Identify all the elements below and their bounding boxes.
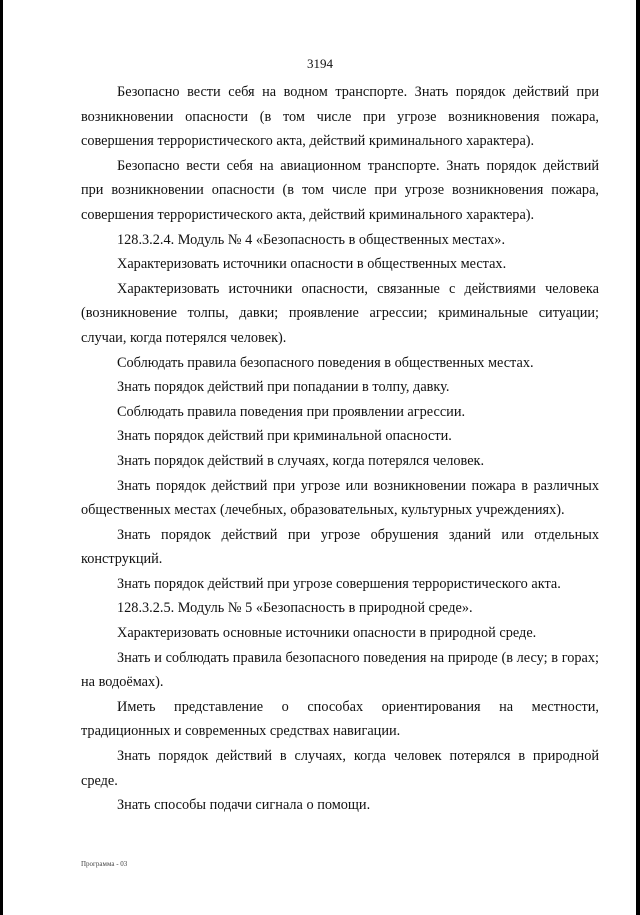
paragraph: Соблюдать правила безопасного поведения в общественных местах. (117, 354, 534, 371)
paragraph: Знать порядок действий при угрозе совершения террористического акта. (117, 575, 561, 592)
paragraph: Иметь представление о способах ориентирования на местности, традиционных и современных средствах навигации. (81, 698, 599, 740)
paragraph: Знать порядок действий при угрозе или возникновении пожара в различных общественных местах (лечебных, образовательных, культурных учреждениях). (81, 477, 599, 519)
paragraph: Знать порядок действий при попадании в толпу, давку. (117, 379, 450, 396)
paragraph: Знать порядок действий в случаях, когда потерялся человек. (117, 452, 485, 469)
paragraph: Характеризовать источники опасности, связанные с действиями человека (возникновение толпы, давки; проявление агрессии; криминальные ситуации; случаи, когда потерялся человек). (81, 280, 599, 346)
footer-note: Программа - 03 (81, 860, 128, 868)
page-number: 3194 (307, 56, 333, 71)
scan-edge-right (636, 0, 640, 915)
paragraph: Характеризовать основные источники опасности в природной среде. (117, 625, 537, 642)
paragraph: Безопасно вести себя на водном транспорте. Знать порядок действий при возникновении опасности (в том числе при угрозе возникновения пожара, совершения террористического акта, действий криминального характера). (81, 84, 599, 150)
module-heading: 128.3.2.4. Модуль № 4 «Безопасность в общественных местах». (117, 231, 506, 248)
scan-edge-left (0, 0, 3, 915)
paragraph: Характеризовать источники опасности в общественных местах. (117, 256, 507, 273)
paragraph: Безопасно вести себя на авиационном транспорте. Знать порядок действий при возникновении опасности (в том числе при угрозе возникновения пожара, совершения террористического акта, действий криминального характера). (81, 157, 599, 223)
paragraph: Знать порядок действий при криминальной опасности. (117, 428, 452, 445)
paragraph: Знать порядок действий в случаях, когда человек потерялся в природной среде. (81, 748, 599, 789)
paragraph: Знать и соблюдать правила безопасного поведения на природе (в лесу; в горах; на водоёмах). (81, 649, 599, 691)
body-text (81, 80, 599, 818)
paragraph: Знать способы подачи сигнала о помощи. (117, 797, 371, 814)
module-heading: 128.3.2.5. Модуль № 5 «Безопасность в природной среде». (117, 600, 473, 617)
paragraph: Знать порядок действий при угрозе обрушения зданий или отдельных конструкций. (81, 526, 599, 568)
paragraph: Соблюдать правила поведения при проявлении агрессии. (117, 403, 466, 420)
